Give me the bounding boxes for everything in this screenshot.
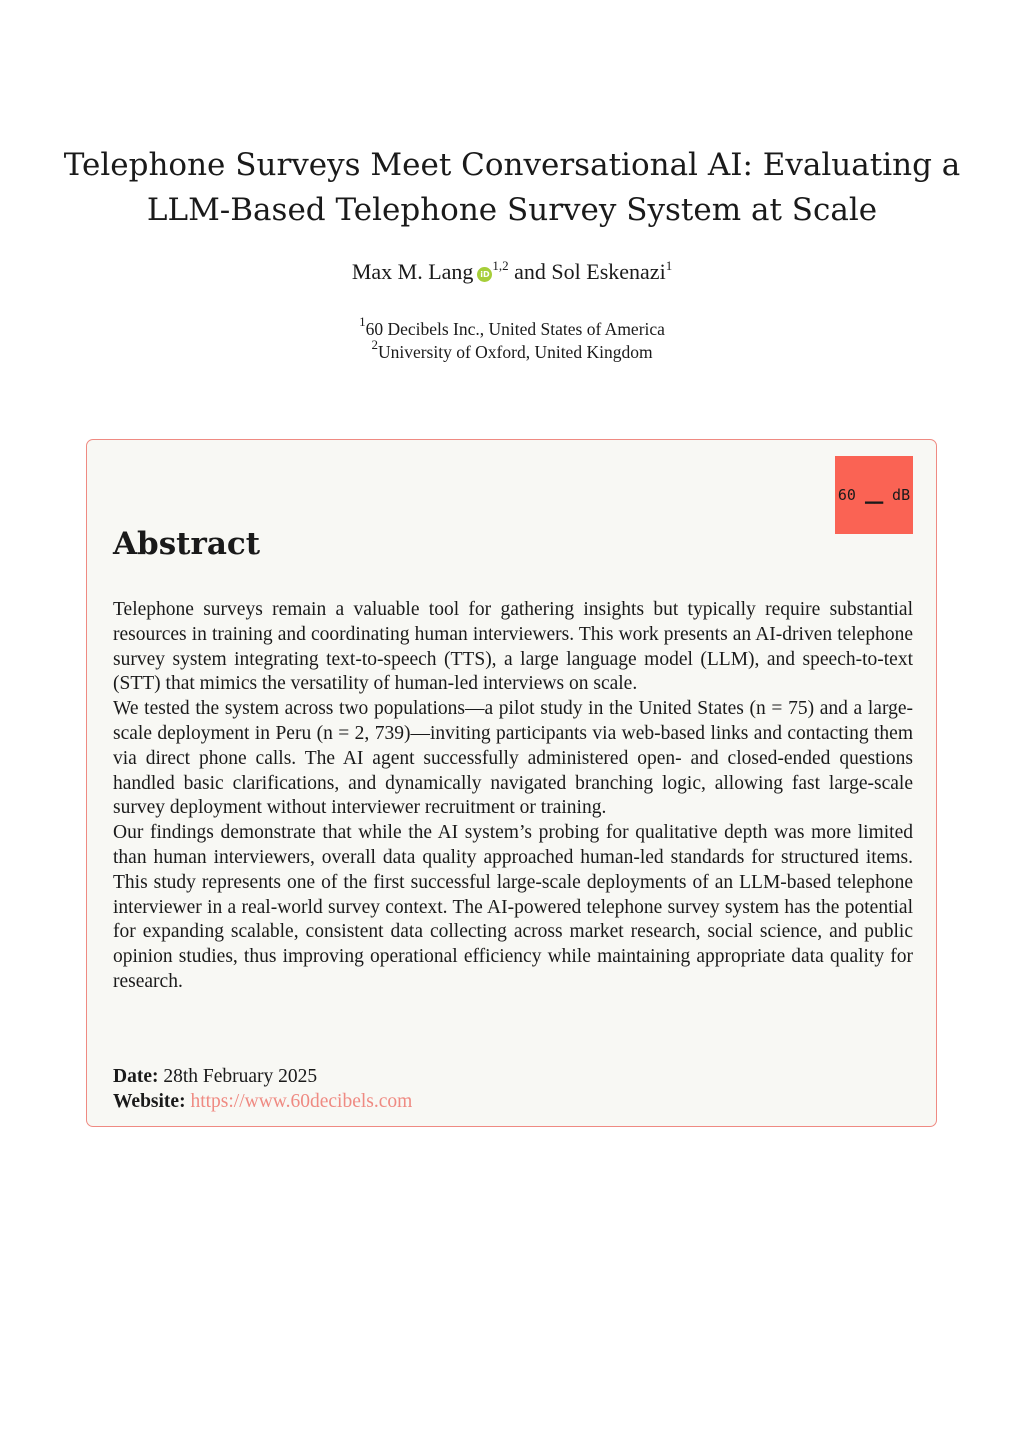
affiliation-text: University of Oxford, United Kingdom <box>377 342 653 362</box>
abstract-paragraph: Telephone surveys remain a valuable tool for gathering insights but typically require substantial resources in training and coordinating human interviewers. This work presents an AI-driven telephone survey system integrating text-to-speech (TTS), a large language model (LLM), and speech-to-text (STT) that mimics the versatility of human-led interviews on scale. <box>113 599 913 695</box>
affiliation-mark: 1 <box>359 314 366 329</box>
date-label: Date: <box>113 1066 159 1087</box>
website-link[interactable]: https://www.60decibels.com <box>190 1091 413 1112</box>
author-name: Max M. Lang <box>351 259 474 284</box>
orcid-icon[interactable]: iD <box>477 267 492 282</box>
paper-title-line-2: LLM-Based Telephone Survey System at Scale <box>146 192 878 228</box>
author-affiliation-mark: 1 <box>665 258 673 273</box>
abstract-paragraph: Our findings demonstrate that while the AI system’s probing for qualitative depth was more limited than human interviewers, overall data quality approached human-led standards for structured items. This study represents one of the first successful large-scale deployments of an LLM-based telephone interviewer in a real-world survey context. The AI-powered telephone survey system has the potential for expanding scalable, consistent data collecting across market research, social science, and public opinion studies, thus improving operational efficiency while maintaining appropriate data quality for research. <box>113 822 913 992</box>
author-list <box>0 258 1024 286</box>
paper-title-line-1: Telephone Surveys Meet Conversational AI: Evaluating a <box>63 147 961 183</box>
author-conjunction: and <box>514 259 546 284</box>
abstract-box <box>86 439 937 1127</box>
paper-metadata <box>113 1064 913 1114</box>
abstract-body <box>113 598 913 995</box>
author-affiliation-mark: 1,2 <box>492 258 509 273</box>
website-label: Website: <box>113 1091 186 1112</box>
date-line <box>113 1064 913 1089</box>
paper-title <box>60 143 964 233</box>
website-line <box>113 1089 913 1114</box>
affiliation-text: 60 Decibels Inc., United States of America <box>365 319 665 339</box>
affiliation-item <box>0 337 1024 364</box>
abstract-heading: Abstract <box>113 526 261 562</box>
author-name: Sol Eskenazi <box>551 259 666 284</box>
affiliation-list <box>0 314 1024 364</box>
abstract-paragraph: We tested the system across two populations—a pilot study in the United States (n = 75) and a large-scale deployment in Peru (n = 2, 739)—inviting participants via web-based links and contacting them via direct phone calls. The AI agent successfully administered open- and closed-ended questions handled basic clarifications, and dynamically navigated branching logic, allowing fast large-scale survey deployment without interviewer recruitment or training. <box>113 698 913 819</box>
affiliation-mark: 2 <box>371 337 378 352</box>
date-value: 28th February 2025 <box>163 1066 318 1087</box>
affiliation-item <box>0 314 1024 341</box>
company-logo: 60 ▁▁ dB <box>835 456 913 534</box>
